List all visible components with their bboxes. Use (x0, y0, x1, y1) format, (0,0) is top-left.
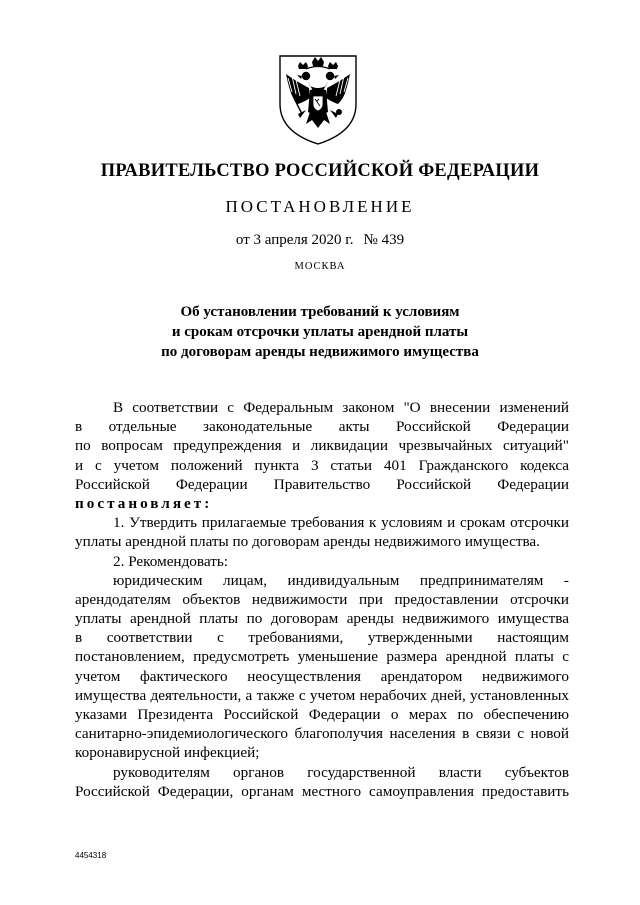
document-type: ПОСТАНОВЛЕНИЕ (225, 197, 415, 216)
item-1-line: уплаты арендной платы по договорам аренды недвижимого имущества. (75, 533, 540, 551)
document-subject (0, 302, 640, 362)
preamble-line: в отдельные законодательные акты Российской Федерации (75, 418, 569, 436)
item-2a-line: в соответствии с требованиями, утвержденными настоящим (75, 629, 569, 647)
item-1-line: 1. Утвердить прилагаемые требования к условиям и срокам отсрочки (113, 514, 569, 532)
decides-word: постановляет: (75, 494, 213, 512)
document-date: от 3 апреля 2020 г. (235, 232, 354, 248)
item-2a-line: юридическим лицам, индивидуальным предпринимателям - (113, 571, 569, 589)
subject-line: и срокам отсрочки уплаты арендной платы (171, 324, 469, 340)
item-2a-line: указами Президента Российской Федерации о мерах по обеспечению (75, 706, 569, 723)
preamble-line: В соответствии с Федеральным законом "О внесении изменений (113, 399, 569, 416)
item-2b-line: руководителям органов государственной власти субъектов (113, 763, 569, 781)
issue-city: МОСКВА (294, 261, 346, 272)
document-body (75, 398, 569, 801)
subject-line: по договорам аренды недвижимого имущества (161, 344, 479, 360)
item-2a-line: уплаты арендной платы по договорам аренды недвижимого имущества (75, 610, 569, 628)
item-2a-line: коронавирусной инфекцией; (75, 744, 260, 762)
government-title: ПРАВИТЕЛЬСТВО РОССИЙСКОЙ ФЕДЕРАЦИИ (100, 160, 540, 181)
item-2a-line: арендодателям объектов недвижимости при предоставлении отсрочки (75, 590, 569, 608)
document-number: № 439 (363, 232, 405, 248)
item-2b-line: Российской Федерации, органам местного самоуправления предоставить (75, 782, 569, 800)
coat-of-arms-icon (276, 52, 360, 146)
preamble-line: и с учетом положений пункта 3 статьи 401 Гражданского кодекса (75, 456, 569, 474)
document-code: 4454318 (75, 851, 107, 860)
date-number-line (0, 232, 640, 249)
preamble-line: по вопросам предупреждения и ликвидации чрезвычайных ситуаций" (75, 437, 569, 455)
item-2a-line: постановлением, предусмотреть уменьшение размера арендной платы с (75, 648, 569, 666)
item-2-heading: 2. Рекомендовать: (113, 552, 228, 570)
item-2a-line: учетом фактического неосуществления арендатором недвижимого (75, 667, 569, 685)
subject-line: Об установлении требований к условиям (180, 304, 460, 320)
item-2a-line: санитарно-эпидемиологического благополучия населения в связи с новой (75, 725, 569, 743)
item-2a-line: имущества деятельности, а также с учетом нерабочих дней, установленных (75, 686, 569, 704)
preamble-line: Российской Федерации Правительство Российской Федерации (75, 475, 569, 493)
